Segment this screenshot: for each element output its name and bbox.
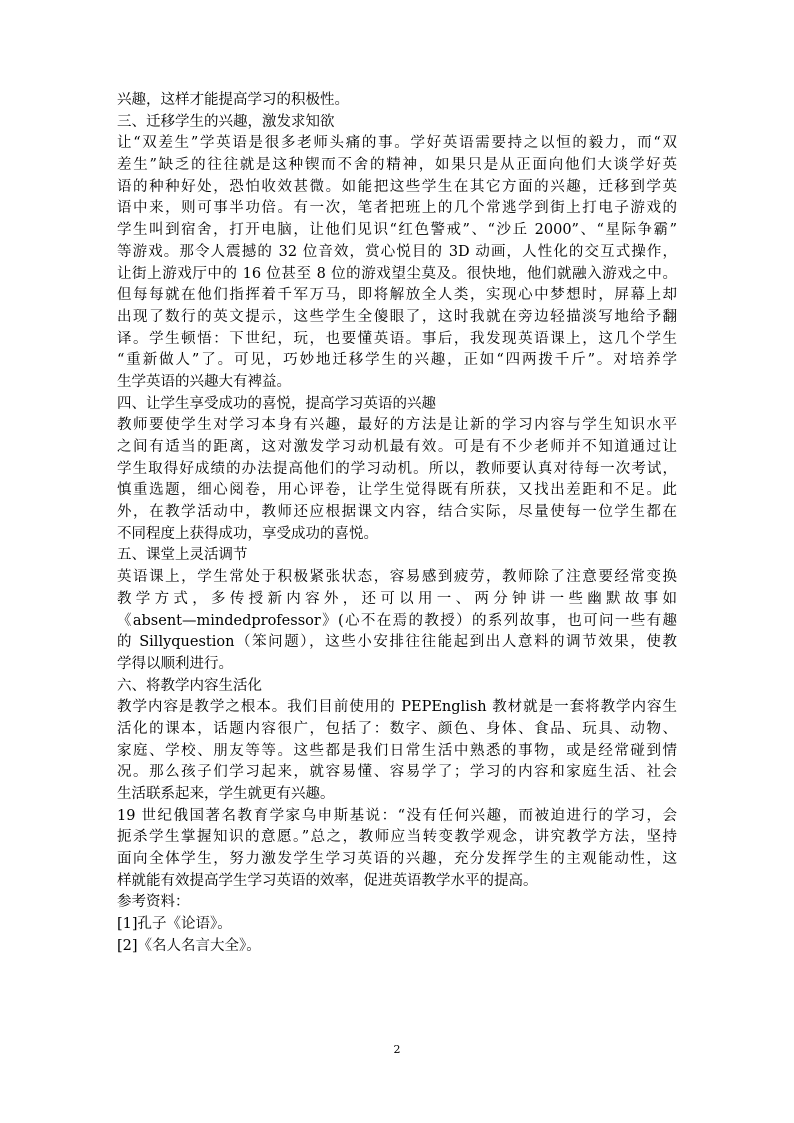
document-body [117, 90, 677, 958]
section-heading: 三、迁移学生的兴趣，激发求知欲 [117, 113, 335, 130]
section-heading: 四、让学生享受成功的喜悦，提高学习英语的兴趣 [117, 395, 436, 412]
section-heading: 参考资料： [117, 894, 190, 911]
section-heading: [1]孔子《论语》。 [117, 916, 232, 933]
text-line: 慎重选题，细心阅卷，用心评卷，让学生觉得既有所获，又找出差距和不足。此 [117, 482, 677, 499]
section-heading: 五、课堂上灵活调节 [117, 547, 248, 564]
text-line: 译。学生顿悟：下世纪，玩，也要懂英语。事后，我发现英语课上，这几个学生 [117, 330, 677, 347]
text-line: 等游戏。那令人震撼的 32 位音效，赏心悦目的 3D 动画，人性化的交互式操作， [117, 243, 677, 260]
text-line: 面向全体学生，努力激发学生学习英语的兴趣，充分发挥学生的主观能动性，这 [117, 851, 677, 868]
text-line: 外，在教学活动中，教师还应根据课文内容，结合实际，尽量使每一位学生都在 [117, 504, 677, 521]
text-line: 语的种种好处，恐怕收效甚微。如能把这些学生在其它方面的兴趣，迁移到学英 [117, 178, 677, 195]
text-line: 之间有适当的距离，这对激发学习动机最有效。可是有不少老师并不知道通过让 [117, 439, 677, 455]
text-line: 让街上游戏厅中的 16 位甚至 8 位的游戏望尘莫及。很快地，他们就融入游戏之中。 [117, 265, 677, 282]
section-heading: [2]《名人名言大全》。 [117, 937, 261, 954]
section-heading: 六、将教学内容生活化 [117, 677, 262, 694]
text-line: 差生”缺乏的往往就是这种锲而不舍的精神，如果只是从正面向他们大谈学好英 [117, 157, 677, 174]
text-line: 教学内容是教学之根本。我们目前使用的 PEPEnglish 教材就是一套将教学内容生 [117, 699, 677, 716]
text-line: 《absent—mindedprofessor》(心不在焉的教授）的系列故事，也可问一些有趣 [117, 612, 677, 629]
text-line: 生活联系起来，学生就更有兴趣。 [117, 786, 335, 802]
text-line: 的 Sillyquestion（笨问题），这些小安排往往能起到出人意料的调节效果，使教 [117, 634, 677, 651]
text-line: 样就能有效提高学生学习英语的效率，促进英语教学水平的提高。 [117, 872, 538, 889]
text-line: 扼杀学生掌握知识的意愿。”总之，教师应当转变教学观念，讲究教学方法，坚持 [117, 829, 677, 846]
text-line: 但每每就在他们指挥着千军万马，即将解放全人类，实现心中梦想时，屏幕上却 [117, 287, 677, 304]
text-line: 出现了数行的英文提示，这些学生全傻眼了，这时我就在旁边轻描淡写地给予翻 [117, 308, 677, 325]
text-line: “重新做人”了。可见，巧妙地迁移学生的兴趣，正如“四两拨千斤”。对培养学 [117, 352, 677, 369]
text-line: 活化的课本，话题内容很广，包括了：数字、颜色、身体、食品、玩具、动物、 [117, 720, 677, 737]
text-line: 19 世纪俄国著名教育学家乌申斯基说：“没有任何兴趣，而被迫进行的学习，会 [117, 807, 677, 824]
text-line: 让“双差生”学英语是很多老师头痛的事。学好英语需要持之以恒的毅力，而“双 [117, 135, 677, 152]
text-line: 学得以顺利进行。 [117, 655, 233, 672]
text-line: 学生叫到宿舍，打开电脑，让他们见识“红色警戒”、“沙丘 2000”、“星际争霸” [117, 222, 677, 239]
text-line: 家庭、学校、朋友等等。这些都是我们日常生活中熟悉的事物，或是经常碰到情 [117, 742, 677, 759]
text-line: 语中来，则可事半功倍。有一次，笔者把班上的几个常逃学到街上打电子游戏的 [117, 200, 677, 217]
text-line: 兴趣，这样才能提高学习的积极性。 [117, 92, 349, 108]
text-line: 生学英语的兴趣大有裨益。 [117, 373, 291, 390]
text-line: 不同程度上获得成功，享受成功的喜悦。 [117, 525, 378, 542]
text-line: 教学方式，多传授新内容外，还可以用一、两分钟讲一些幽默故事如 [117, 590, 677, 607]
text-line: 教师要使学生对学习本身有兴趣，最好的方法是让新的学习内容与学生知识水平 [117, 417, 677, 434]
text-line: 况。那么孩子们学习起来，就容易懂、容易学了；学习的内容和家庭生活、社会 [117, 764, 677, 781]
text-line: 学生取得好成绩的办法提高他们的学习动机。所以，教师要认真对待每一次考试， [117, 460, 677, 477]
page-number: 2 [393, 1043, 401, 1056]
text-line: 英语课上，学生常处于积极紧张状态，容易感到疲劳，教师除了注意要经常变换 [117, 569, 677, 586]
